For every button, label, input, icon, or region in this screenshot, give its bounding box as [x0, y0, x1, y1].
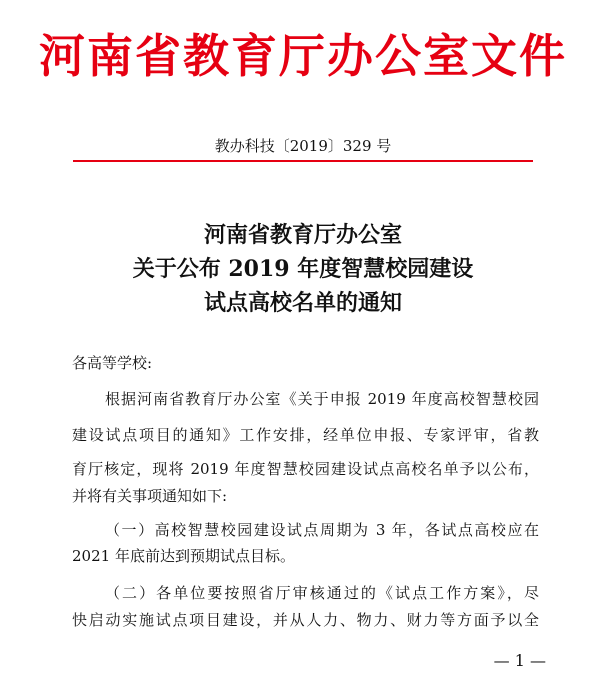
body-text-line: （二）各单位要按照省厅审核通过的《试点工作方案》，尽 — [105, 584, 539, 602]
body-text-line: 建设试点项目的通知》工作安排，经单位申报、专家评审，省教 — [72, 426, 539, 444]
document-header-title: 河南省教育厅办公室文件 — [39, 29, 567, 83]
notice-title-line: 关于公布 2019 年度智慧校园建设 — [132, 256, 474, 282]
body-text-line: 2021 年底前达到预期试点目标。 — [72, 547, 295, 565]
body-text-line: 并将有关事项通知如下: — [72, 487, 228, 505]
header-divider — [73, 160, 533, 162]
salutation: 各高等学校: — [72, 354, 153, 372]
notice-title-line: 试点高校名单的通知 — [203, 290, 402, 316]
body-text-line: 快启动实施试点项目建设，并从人力、物力、财力等方面予以全 — [72, 611, 539, 629]
page-number: — 1 — — [493, 651, 546, 670]
notice-title — [0, 218, 606, 320]
document-number: 教办科技〔2019〕329 号 — [214, 137, 392, 155]
body-text-line: （一）高校智慧校园建设试点周期为 3 年，各试点高校应在 — [105, 521, 539, 539]
notice-title-line: 河南省教育厅办公室 — [203, 222, 402, 248]
body-text-line: 育厅核定，现将 2019 年度智慧校园建设试点高校名单予以公布， — [72, 460, 539, 478]
body-text-line: 根据河南省教育厅办公室《关于申报 2019 年度高校智慧校园 — [105, 390, 539, 408]
